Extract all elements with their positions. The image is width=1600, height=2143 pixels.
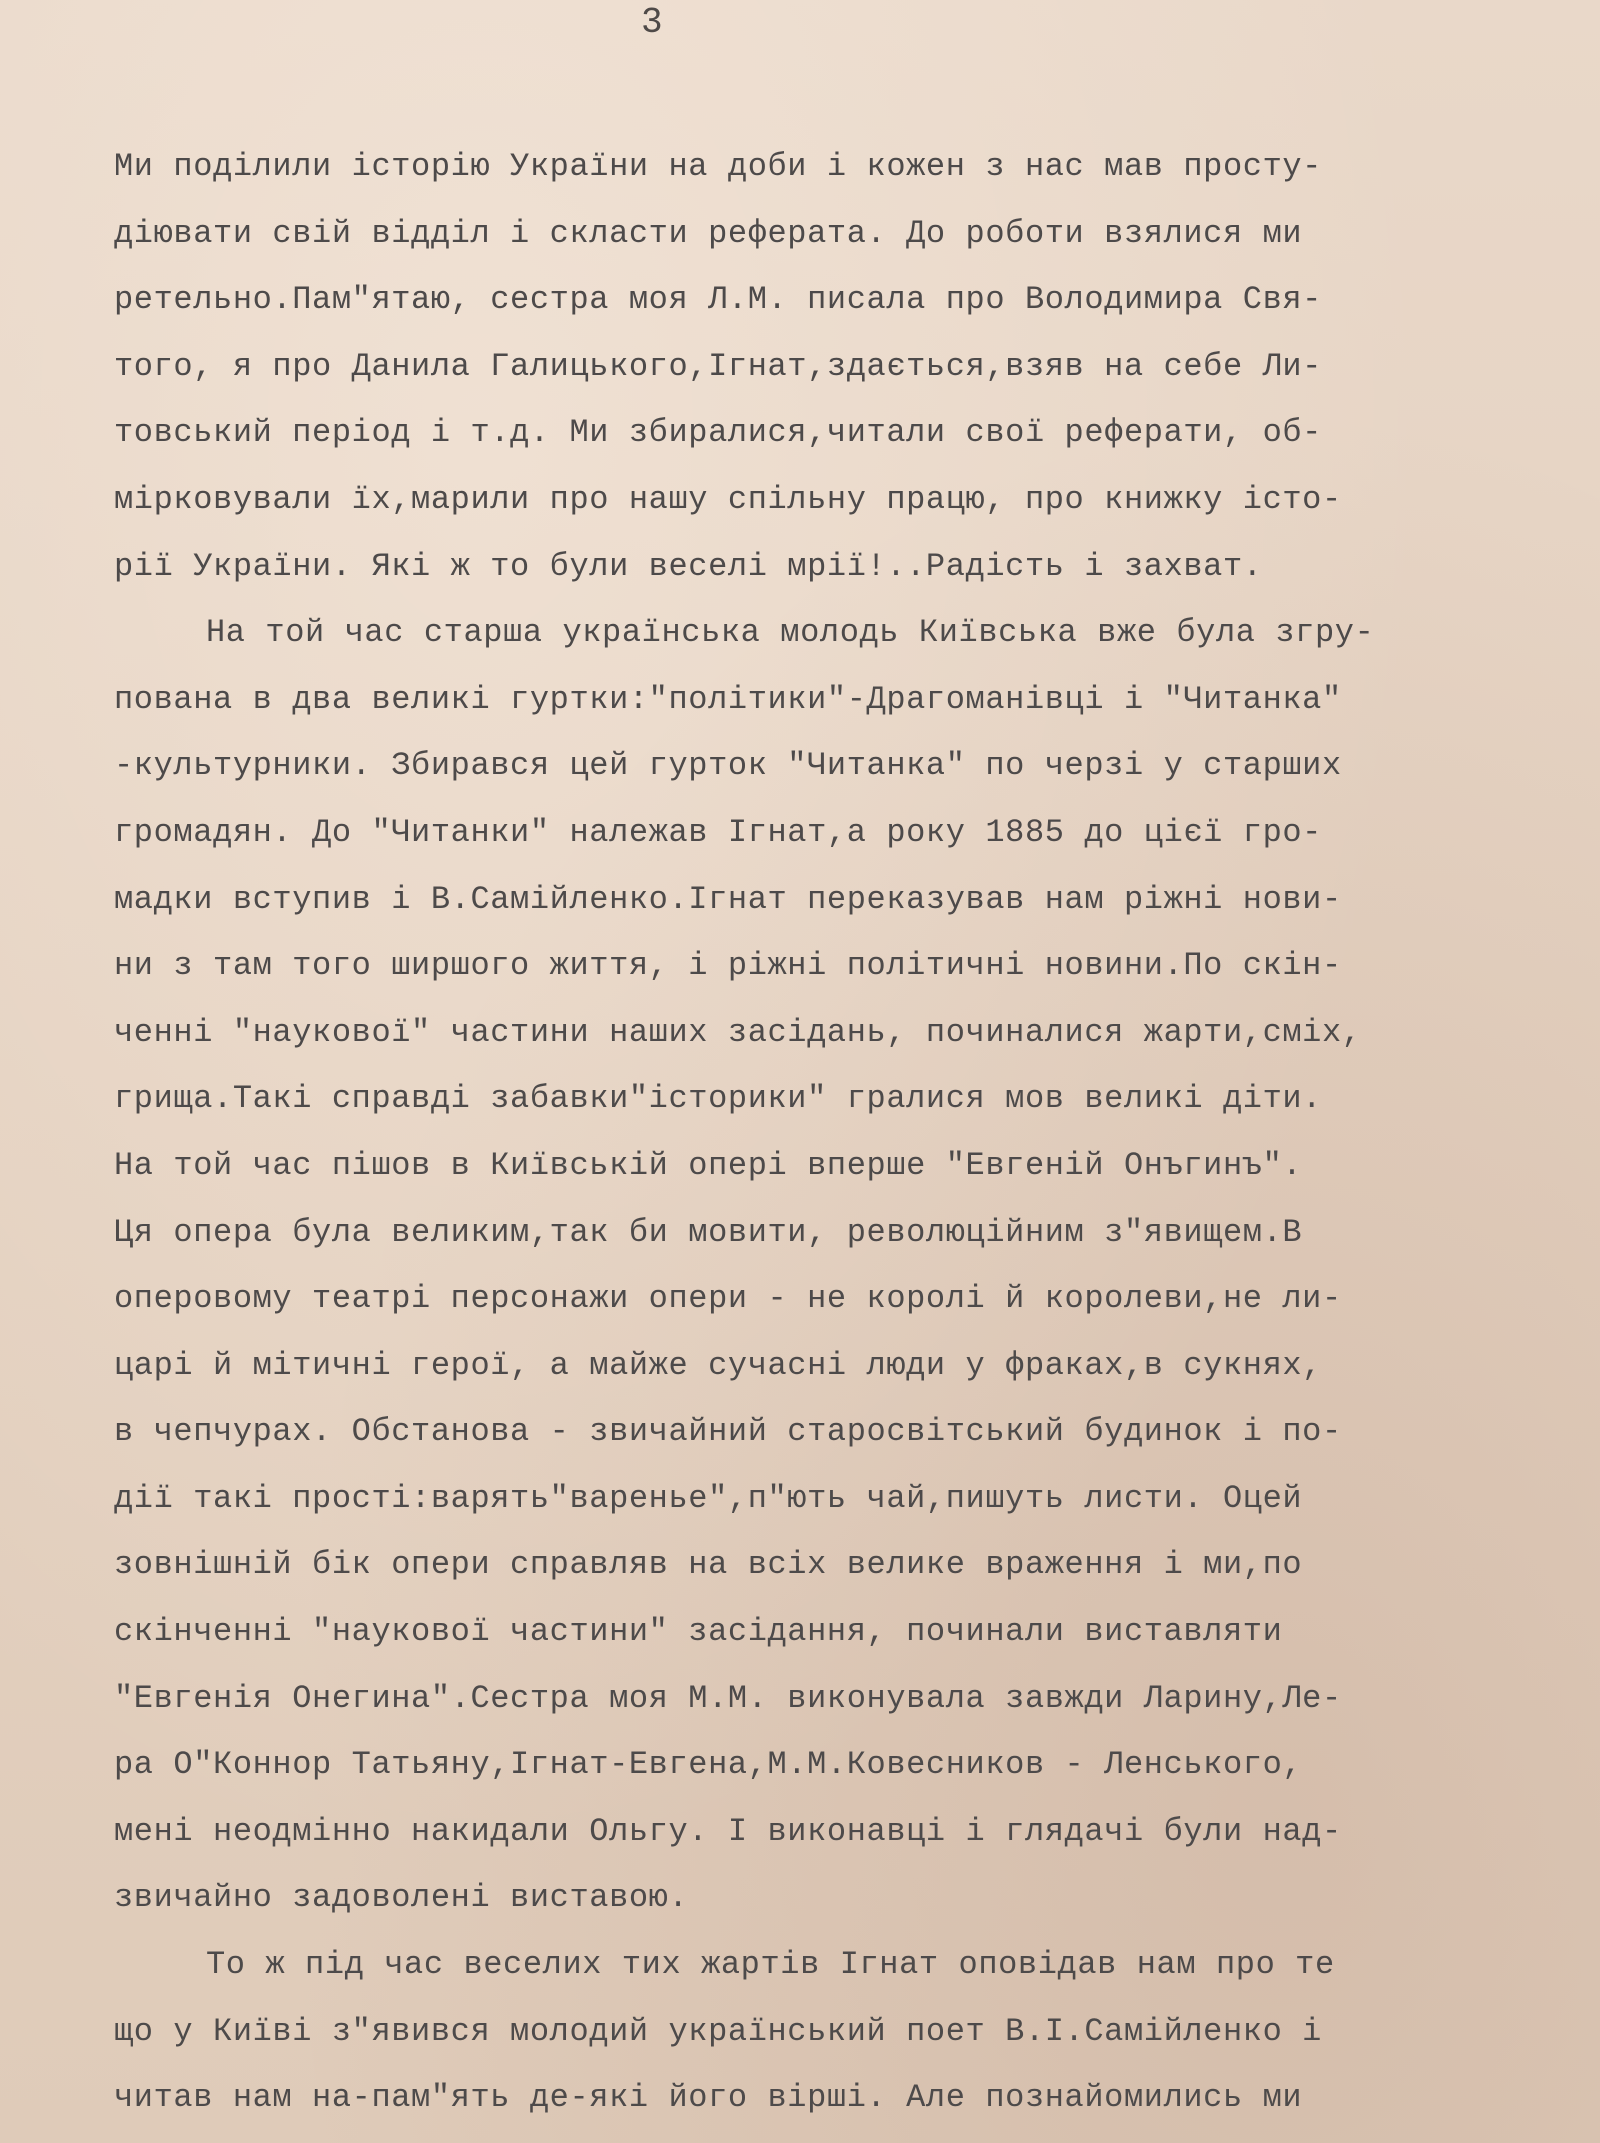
text-line: дії такі прості:варять"варенье",п"ють чай,пишуть листи. Оцей [114, 1479, 1303, 1517]
text-line: діювати свій відділ і скласти реферата. До роботи взялися ми [114, 214, 1303, 252]
text-line: грища.Такі справді забавки"історики" гралися мов великі діти. [114, 1080, 1322, 1118]
text-line: рії України. Які ж то були веселі мрії!..Радість і захват. [114, 547, 1263, 585]
text-line: того, я про Данила Галицького,Ігнат,здається,взяв на себе Ли- [114, 347, 1322, 385]
text-line: Ми поділили історію України на доби і кожен з нас мав просту- [114, 148, 1322, 185]
text-line: мірковували їх,марили про нашу спільну працю, про книжку істо- [114, 480, 1342, 518]
text-line: скінченні "наукової частини" засідання, починали виставляти [114, 1613, 1283, 1651]
text-line: -культурники. Збирався цей гурток "Читанка" по черзі у старших [114, 747, 1342, 785]
text-line: читав нам на-пам"ять де-які його вірші. Але познайомились ми [114, 2079, 1303, 2117]
typewritten-text [114, 134, 1554, 2132]
paragraph-first-line: На той час старша українська молодь Київська вже була згру- [206, 614, 1375, 652]
text-line: що у Київі з"явився молодий український поет В.І.Самійленко і [114, 2012, 1322, 2050]
text-line: ни з там того ширшого життя, і ріжні політичні новини.По скін- [114, 947, 1342, 985]
text-line: товський період і т.д. Ми збиралися,читали свої реферати, об- [114, 414, 1322, 452]
text-line: ретельно.Пам"ятаю, сестра моя Л.М. писала про Володимира Свя- [114, 281, 1322, 319]
page-number: 3 [641, 2, 663, 43]
text-line: "Евгенія Онегина".Сестра моя М.М. виконувала завжди Ларину,Ле- [114, 1679, 1342, 1717]
text-line: царі й мітичні герої, а майже сучасні люди у фраках,в сукнях, [114, 1346, 1322, 1384]
text-line: зовнішній бік опери справляв на всіх велике враження і ми,по [114, 1546, 1303, 1584]
text-line: пована в два великі гуртки:"політики"-Драгоманівці і "Читанка" [114, 680, 1342, 718]
text-line: звичайно задоволені виставою. [114, 1879, 689, 1917]
text-line: ченні "наукової" частини наших засідань, починалися жарти,сміх, [114, 1013, 1362, 1051]
text-line: громадян. До "Читанки" належав Ігнат,а року 1885 до цієї гро- [114, 813, 1322, 851]
text-line: оперовому театрі персонажи опери - не королі й королеви,не ли- [114, 1280, 1342, 1318]
text-line: мадки вступив і В.Самійленко.Ігнат переказував нам ріжні нови- [114, 880, 1342, 918]
text-line: мені неодмінно накидали Ольгу. І виконавці і глядачі були над- [114, 1812, 1342, 1850]
text-line: На той час пішов в Київській опері вперше "Евгеній Онъгинъ". [114, 1146, 1303, 1184]
text-line: ра О"Коннор Татьяну,Ігнат-Евгена,М.М.Ковесников - Ленського, [114, 1746, 1303, 1784]
text-line: Ця опера була великим,так би мовити, революційним з"явищем.В [114, 1213, 1303, 1251]
text-line: в чепчурах. Обстанова - звичайний старосвітський будинок і по- [114, 1413, 1342, 1451]
paragraph-first-line: То ж під час веселих тих жартів Ігнат оповідав нам про те [206, 1946, 1335, 1984]
